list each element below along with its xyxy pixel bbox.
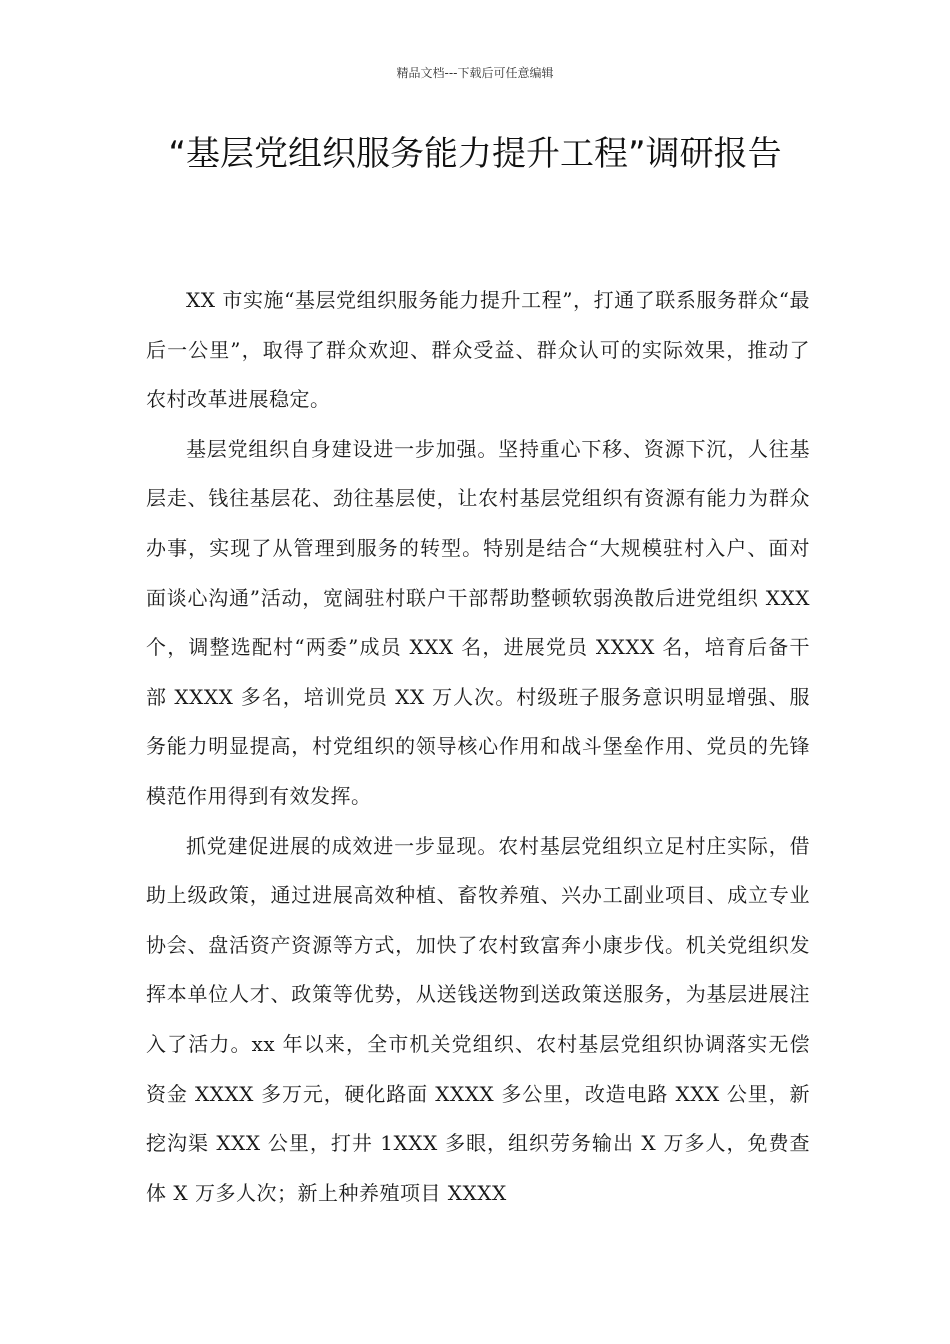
paragraph-development-results: 抓党建促进展的成效进一步显现。农村基层党组织立足村庄实际，借助上级政策，通过进展高效种植、畜牧养殖、兴办工副业项目、成立专业协会、盘活资产资源等方式，加快了农村致富奔小康步伐。机关党组织发挥本单位人才、政策等优势，从送钱送物到送政策送服务，为基层进展注入了活力。xx 年以来，全市机关党组织、农村基层党组织协调落实无偿资金 XXXX 多万元，硬化路面 XXXX 多公里，改造电路 XXX 公里，新挖沟渠 XXX 公里，打井 1XXX 多眼，组织劳务输出 X 万多人，免费查体 X 万多人次；新上种养殖项目 XXXX	[146, 833, 810, 1205]
page-header: 精品文档---下载后可任意编辑	[396, 66, 554, 80]
paragraph-organization-building: 基层党组织自身建设进一步加强。坚持重心下移、资源下沉，人往基层走、钱往基层花、劲往基层使，让农村基层党组织有资源有能力为群众办事，实现了从管理到服务的转型。特别是结合“大规模驻村入户、面对面谈心沟通”活动，宽阔驻村联户干部帮助整顿软弱涣散后进党组织 XXX 个，调整选配村“两委”成员 XXX 名，进展党员 XXXX 名，培育后备干部 XXXX 多名，培训党员 XX 万人次。村级班子服务意识明显增强、服务能力明显提高，村党组织的领导核心作用和战斗堡垒作用、党员的先锋模范作用得到有效发挥。	[146, 436, 810, 808]
paragraph-intro: XX 市实施“基层党组织服务能力提升工程”，打通了联系服务群众“最后一公里”，取得了群众欢迎、群众受益、群众认可的实际效果，推动了农村改革进展稳定。	[146, 288, 810, 412]
document-title: “基层党组织服务能力提升工程”调研报告	[168, 134, 782, 174]
document-body	[146, 276, 810, 1218]
